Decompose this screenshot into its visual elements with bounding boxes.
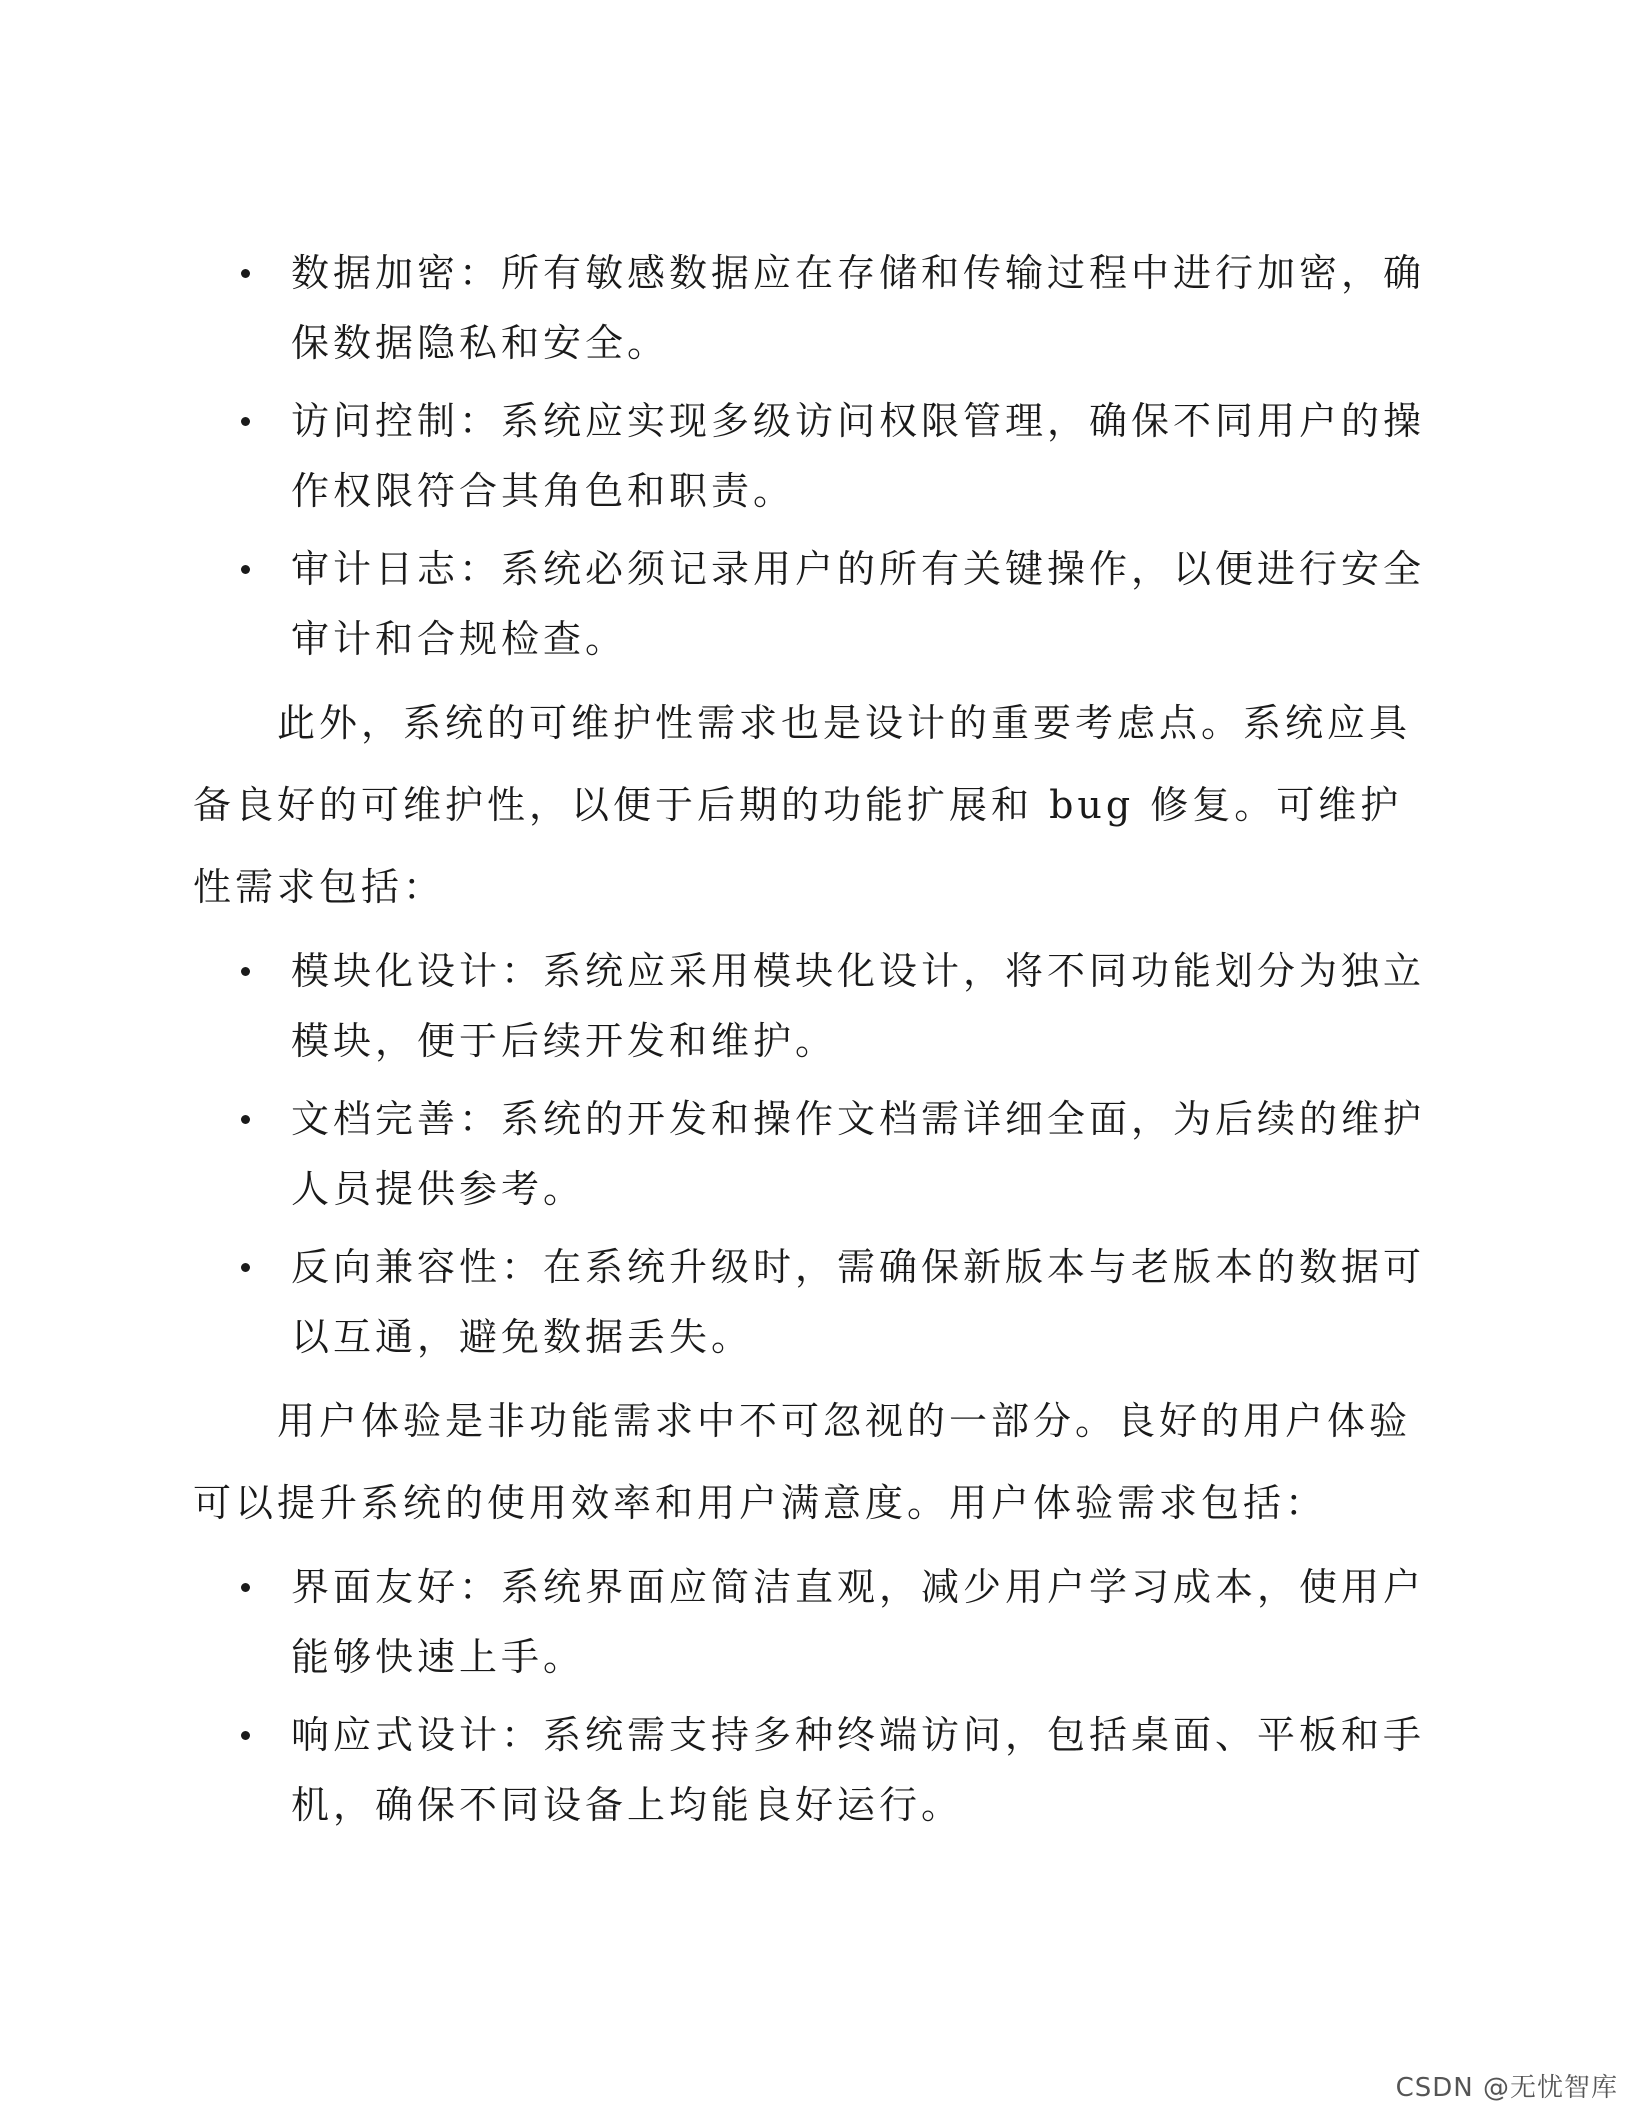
list-item-text: 审计日志：系统必须记录用户的所有关键操作，以便进行安全审计和合规检查。 <box>291 547 1426 661</box>
user-experience-requirements-list <box>193 1552 1433 1840</box>
bullet-icon <box>241 1583 250 1592</box>
bullet-icon <box>241 967 250 976</box>
security-requirements-list <box>193 238 1433 674</box>
bullet-icon <box>241 269 250 278</box>
bullet-icon <box>241 1731 250 1740</box>
list-item-text: 数据加密：所有敏感数据应在存储和传输过程中进行加密，确保数据隐私和安全。 <box>291 251 1426 365</box>
list-item-text: 文档完善：系统的开发和操作文档需详细全面，为后续的维护人员提供参考。 <box>291 1097 1426 1211</box>
list-item <box>193 386 1433 526</box>
list-item-text: 模块化设计：系统应采用模块化设计，将不同功能划分为独立模块，便于后续开发和维护。 <box>291 949 1426 1063</box>
user-experience-paragraph: 用户体验是非功能需求中不可忽视的一部分。良好的用户体验可以提升系统的使用效率和用户满意度。用户体验需求包括： <box>193 1399 1412 1525</box>
list-item <box>193 936 1433 1076</box>
list-item <box>193 534 1433 674</box>
list-item-text: 访问控制：系统应实现多级访问权限管理，确保不同用户的操作权限符合其角色和职责。 <box>291 399 1426 513</box>
list-item <box>193 1232 1433 1372</box>
bullet-icon <box>241 1263 250 1272</box>
maintainability-requirements-list <box>193 936 1433 1372</box>
list-item-text: 界面友好：系统界面应简洁直观，减少用户学习成本，使用户能够快速上手。 <box>291 1565 1426 1679</box>
list-item-text: 反向兼容性：在系统升级时，需确保新版本与老版本的数据可以互通，避免数据丢失。 <box>291 1245 1426 1359</box>
list-item <box>193 1552 1433 1692</box>
list-item <box>193 1084 1433 1224</box>
list-item <box>193 238 1433 378</box>
bullet-icon <box>241 1115 250 1124</box>
watermark: CSDN @无忧智库 <box>1395 2073 1618 2103</box>
maintainability-paragraph: 此外，系统的可维护性需求也是设计的重要考虑点。系统应具备良好的可维护性，以便于后期的功能扩展和 bug 修复。可维护性需求包括： <box>193 701 1412 909</box>
list-item-text: 响应式设计：系统需支持多种终端访问，包括桌面、平板和手机，确保不同设备上均能良好运行。 <box>291 1713 1426 1827</box>
list-item <box>193 1700 1433 1840</box>
bullet-icon <box>241 565 250 574</box>
document-body <box>193 238 1433 1848</box>
bullet-icon <box>241 417 250 426</box>
